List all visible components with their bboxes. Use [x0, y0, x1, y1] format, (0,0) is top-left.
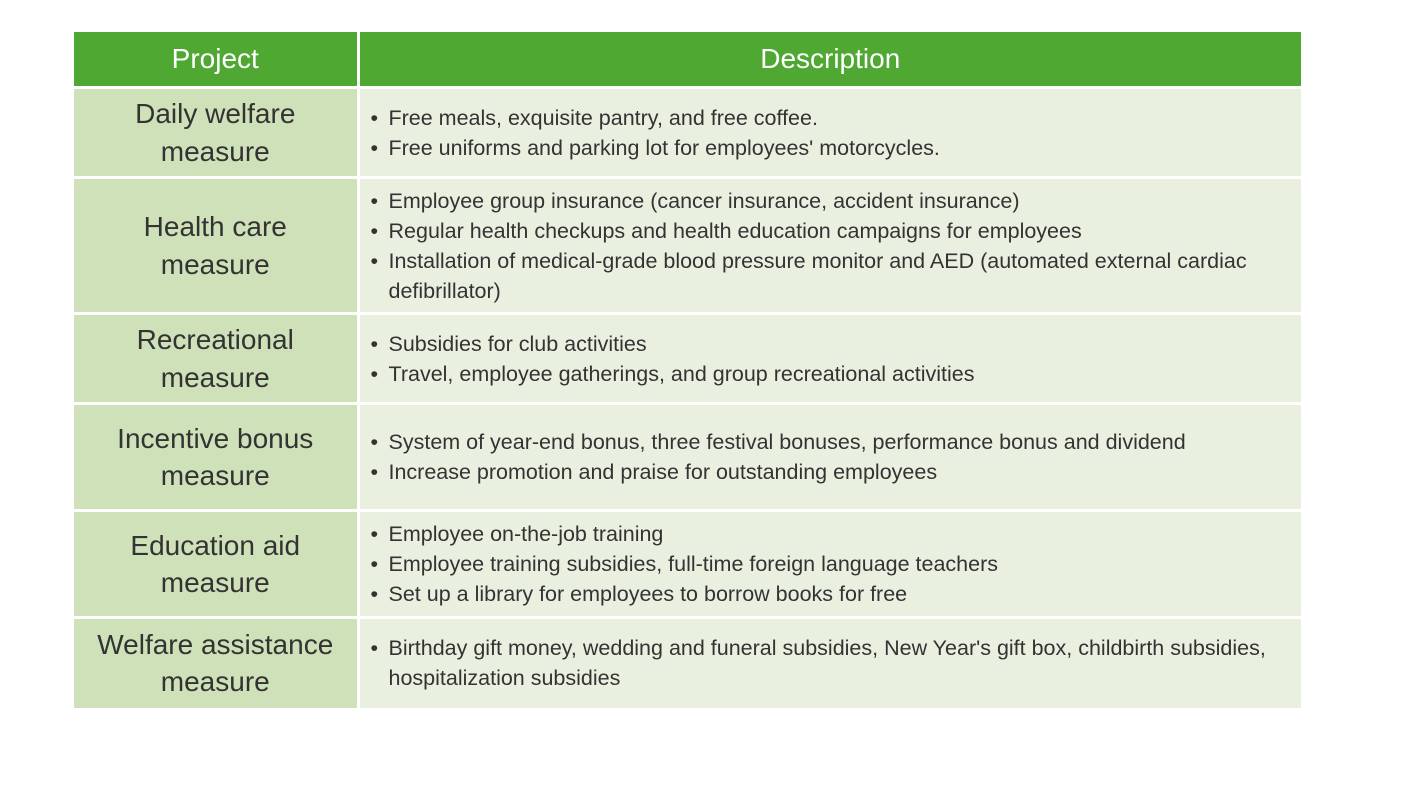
list-item-text: Free uniforms and parking lot for employees' motorcycles. [388, 135, 940, 160]
project-name-line1: Welfare assistance [97, 628, 334, 660]
project-name-line2: measure [160, 135, 270, 167]
table-row [74, 88, 1301, 178]
list-item-text: Travel, employee gatherings, and group recreational activities [388, 361, 975, 386]
list-item-text: System of year-end bonus, three festival bonuses, performance bonus and dividend [388, 430, 1186, 454]
project-name-line1: Health care [143, 211, 287, 242]
list-item-text: Subsidies for club activities [388, 331, 647, 356]
project-cell [74, 314, 358, 404]
list-item [371, 133, 1296, 163]
project-name-line1: Education aid [130, 529, 301, 561]
list-item [371, 579, 1296, 609]
project-name-line2: measure [160, 460, 270, 491]
list-item [371, 519, 1296, 549]
table-row [74, 404, 1301, 511]
list-item [371, 549, 1296, 579]
list-item-text: Set up a library for employees to borrow books for free [388, 582, 908, 606]
list-item [371, 457, 1296, 487]
list-item-text: Employee training subsidies, full-time foreign language teachers [388, 552, 999, 576]
description-cell [358, 178, 1301, 314]
project-cell [74, 511, 358, 618]
project-cell [74, 88, 358, 178]
project-name-line2: measure [160, 567, 270, 598]
list-item [371, 359, 1296, 389]
project-name-line2: measure [160, 248, 270, 280]
project-name-line2: measure [160, 666, 270, 698]
list-item [371, 246, 1296, 306]
project-cell [74, 618, 358, 708]
list-item [371, 633, 1296, 693]
bullet-icon: • [370, 460, 379, 484]
list-item [371, 216, 1296, 246]
description-cell [358, 88, 1301, 178]
bullet-icon: • [370, 582, 379, 606]
header-project: Project [74, 32, 358, 88]
description-cell [358, 314, 1301, 404]
project-cell [74, 404, 358, 511]
bullet-icon: • [370, 552, 379, 576]
list-item-text: Installation of medical-grade blood pressure monitor and AED (automated external cardiac defibrillator) [388, 248, 1247, 303]
list-item [371, 329, 1296, 359]
list-item [371, 103, 1296, 133]
project-name-line1: Incentive bonus [117, 422, 314, 454]
description-cell [358, 511, 1301, 618]
list-item [371, 427, 1296, 457]
bullet-icon: • [370, 218, 379, 243]
description-list [371, 103, 1296, 163]
welfare-table [74, 32, 1301, 708]
list-item-text: Employee on-the-job training [388, 522, 664, 546]
list-item-text: Birthday gift money, wedding and funeral subsidies, New Year's gift box, childbirth subsidies, hospitalization subsidies [388, 636, 1266, 691]
bullet-icon: • [370, 248, 379, 273]
table-row [74, 178, 1301, 314]
bullet-icon: • [370, 105, 379, 130]
bullet-icon: • [370, 636, 379, 661]
project-cell [74, 178, 358, 314]
bullet-icon: • [370, 135, 379, 160]
project-name-line1: Recreational [136, 324, 294, 355]
list-item-text: Free meals, exquisite pantry, and free coffee. [388, 105, 818, 130]
project-name-line2: measure [160, 361, 270, 393]
table-row [74, 314, 1301, 404]
bullet-icon: • [370, 361, 379, 386]
list-item-text: Employee group insurance (cancer insurance, accident insurance) [388, 188, 1020, 213]
header-row [74, 32, 1301, 88]
list-item-text: Regular health checkups and health education campaigns for employees [388, 218, 1082, 243]
description-list [371, 186, 1296, 306]
description-list [371, 427, 1296, 487]
description-cell [358, 404, 1301, 511]
bullet-icon: • [370, 188, 379, 213]
list-item-text: Increase promotion and praise for outstanding employees [388, 460, 938, 484]
description-list [371, 329, 1296, 389]
header-description: Description [358, 32, 1301, 88]
description-list [371, 633, 1296, 693]
project-name-line1: Daily welfare [135, 98, 296, 129]
table-row [74, 618, 1301, 708]
description-cell [358, 618, 1301, 708]
bullet-icon: • [370, 331, 379, 356]
list-item [371, 186, 1296, 216]
description-list [371, 519, 1296, 609]
bullet-icon: • [370, 522, 379, 546]
bullet-icon: • [370, 430, 379, 454]
table-row [74, 511, 1301, 618]
